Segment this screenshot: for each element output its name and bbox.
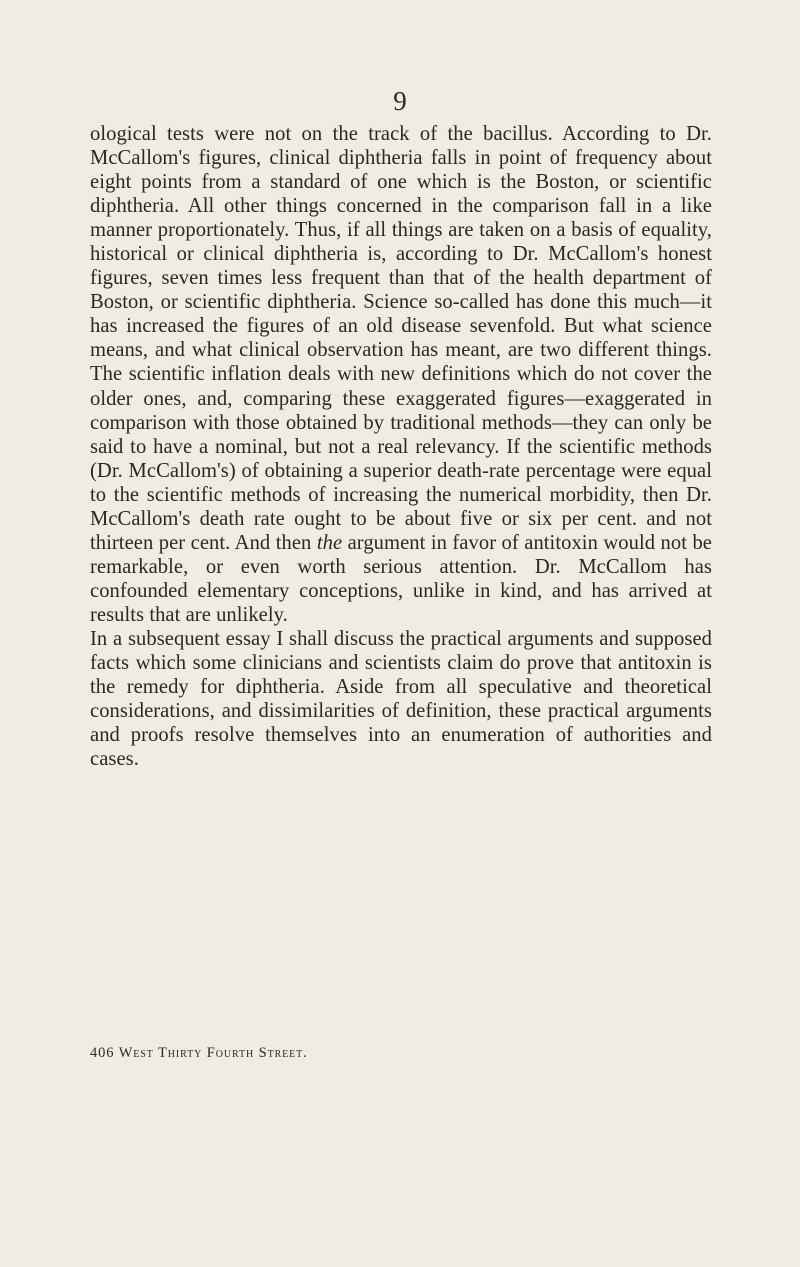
paragraph-1 bbox=[90, 122, 712, 627]
page-number: 9 bbox=[393, 86, 407, 116]
paragraph-1-text-end: argument in favor of antitoxin would not be remarkable, or even worth serious attention. Dr. McCallom has confounded elementary conceptions, unlike in kind, and has arrived at results that are unlikely. bbox=[90, 531, 712, 626]
paragraph-2 bbox=[90, 627, 712, 771]
body-text bbox=[90, 122, 712, 771]
author-address: 406 West Thirty Fourth Street. bbox=[90, 1045, 308, 1061]
paragraph-2-text: In a subsequent essay I shall discuss the practical arguments and supposed facts which some clinicians and scientists claim do prove that antitoxin is the remedy for diphtheria. Aside from all speculative and theoretical considerations, and dissimilarities of definition, these practical arguments and proofs resolve themselves into an enumeration of authorities and cases. bbox=[90, 627, 712, 771]
italic-word: the bbox=[316, 531, 343, 554]
paragraph-1-text-start: ological tests were not on the track of the bacillus. According to Dr. McCallom's figures, clinical diphtheria falls in point of frequency about eight points from a standard of one which is the Boston, or scientific diphtheria. All other things concerned in the comparison fall in a like manner proportionately. Thus, if all things are taken on a basis of equality, historical or clinical diphtheria is, according to Dr. McCallom's honest figures, seven times less frequent than that of the health department of Boston, or scientific diphtheria. Science so-called has done this much—it has increased the figures of an old disease sevenfold. But what science means, and what clinical observation has meant, are two different things. The scientific inflation deals with new definitions which do not cover the older ones, and, comparing these exaggerated figures—exaggerated in comparison with those obtained by traditional methods—they can only be said to have a nominal, but not a real relevancy. If the scientific methods (Dr. McCallom's) of obtaining a superior death-rate percentage were equal to the scientific methods of increasing the numerical morbidity, then Dr. McCallom's death rate ought to be about five or six per cent. and not thirteen per cent. And then bbox=[90, 123, 712, 554]
